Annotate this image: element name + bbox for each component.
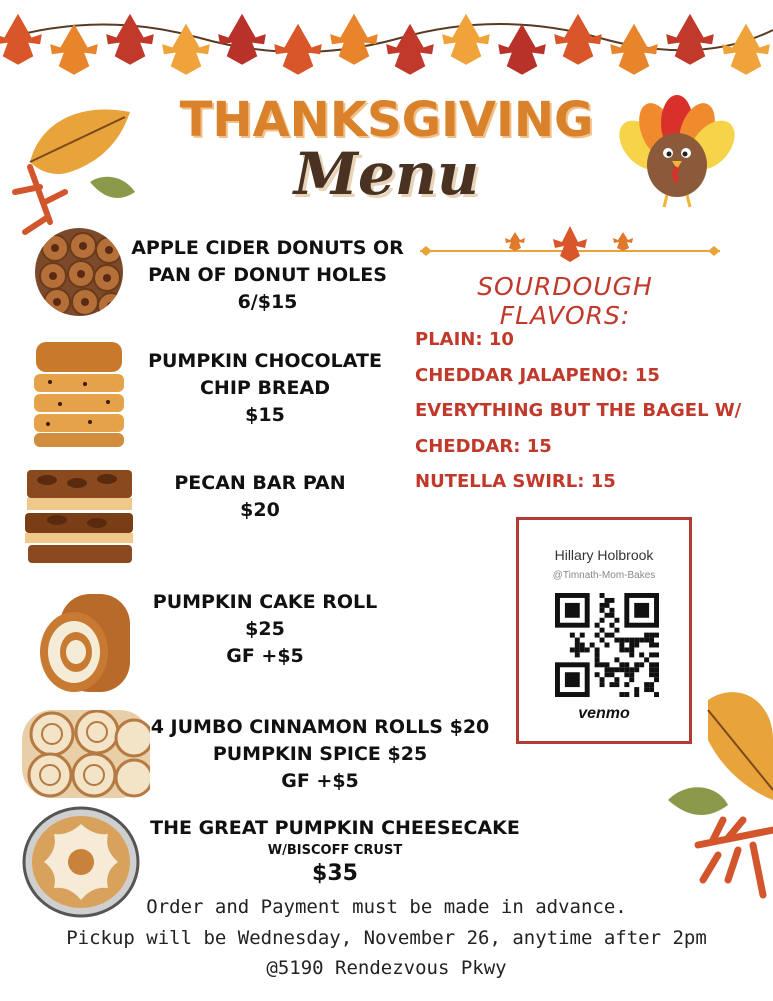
sourdough-list: [415, 322, 741, 500]
maple-leaf-icon: [0, 14, 42, 65]
item-title: PAN OF DONUT HOLES: [148, 264, 387, 286]
maple-leaf-icon: [666, 14, 714, 65]
menu-item-pumpkin-bread: [140, 348, 390, 429]
maple-leaf-icon: [218, 14, 266, 65]
footer-address: @5190 Rendezvous Pkwy: [266, 957, 507, 979]
menu-item-cheesecake: [130, 815, 540, 887]
maple-leaf-icon: [610, 24, 658, 75]
item-price: $25: [245, 618, 285, 640]
item-title: THE GREAT PUMPKIN CHEESECAKE: [150, 817, 520, 839]
venmo-qr-card[interactable]: [516, 517, 692, 744]
item-title: 4 JUMBO CINNAMON ROLLS $20: [150, 716, 490, 738]
item-note: GF +$5: [226, 645, 304, 667]
sourdough-item: PLAIN: 10: [415, 329, 514, 350]
maple-leaf-icon: [498, 24, 546, 75]
item-title: CHIP BREAD: [199, 377, 331, 399]
menu-item-pecan-bar: [150, 470, 370, 524]
venmo-logo: venmo: [578, 705, 630, 722]
cake-roll-image: [38, 592, 138, 694]
qr-code-icon[interactable]: [555, 593, 659, 697]
maple-leaf-icon: [554, 14, 602, 65]
item-title: PUMPKIN CAKE ROLL: [152, 591, 378, 613]
maple-leaf-icon: [442, 14, 490, 65]
item-title: PUMPKIN SPICE $25: [212, 743, 428, 765]
maple-leaf-icon: [274, 24, 322, 75]
menu-item-donuts: [130, 235, 405, 316]
venmo-name: Hillary Holbrook: [554, 547, 654, 563]
menu-item-cinnamon-rolls: [150, 714, 490, 795]
item-price: $35: [312, 861, 358, 886]
sourdough-item: EVERYTHING BUT THE BAGEL W/: [415, 400, 742, 421]
maple-leaf-icon: [722, 24, 770, 75]
footer-pickup-note: Pickup will be Wednesday, November 26, anytime after 2pm: [66, 927, 707, 949]
item-price: $15: [245, 404, 285, 426]
cinnamon-rolls-image: [22, 710, 150, 798]
item-subtitle: W/BISCOFF CRUST: [267, 843, 403, 858]
item-price: 6/$15: [237, 291, 298, 313]
footer-order-note: Order and Payment must be made in advance.: [146, 896, 627, 918]
leaf-garland: [0, 0, 773, 95]
maple-leaf-icon: [330, 14, 378, 65]
menu-item-cake-roll: [145, 589, 385, 670]
title-menu: Menu: [293, 140, 480, 208]
item-title: PUMPKIN CHOCOLATE: [148, 350, 382, 372]
item-price: $20: [240, 499, 280, 521]
item-note: GF +$5: [281, 770, 359, 792]
sourdough-title: SOURDOUGH FLAVORS:: [477, 272, 653, 330]
item-title: APPLE CIDER DONUTS OR: [131, 237, 404, 259]
pecan-bar-image: [22, 465, 137, 570]
maple-leaf-divider: [415, 218, 725, 273]
pumpkin-bread-image: [30, 338, 128, 450]
donuts-image: [35, 228, 123, 316]
maple-leaf-icon: [50, 24, 98, 75]
maple-leaf-icon: [106, 14, 154, 65]
item-title: PECAN BAR PAN: [174, 472, 346, 494]
title-thanksgiving: THANKSGIVING: [179, 92, 594, 148]
sourdough-item: CHEDDAR JALAPENO: 15: [415, 364, 660, 386]
sourdough-item: NUTELLA SWIRL: 15: [415, 471, 616, 492]
sourdough-item: CHEDDAR: 15: [415, 435, 552, 457]
venmo-handle: @Timnath-Mom-Bakes: [552, 570, 656, 581]
